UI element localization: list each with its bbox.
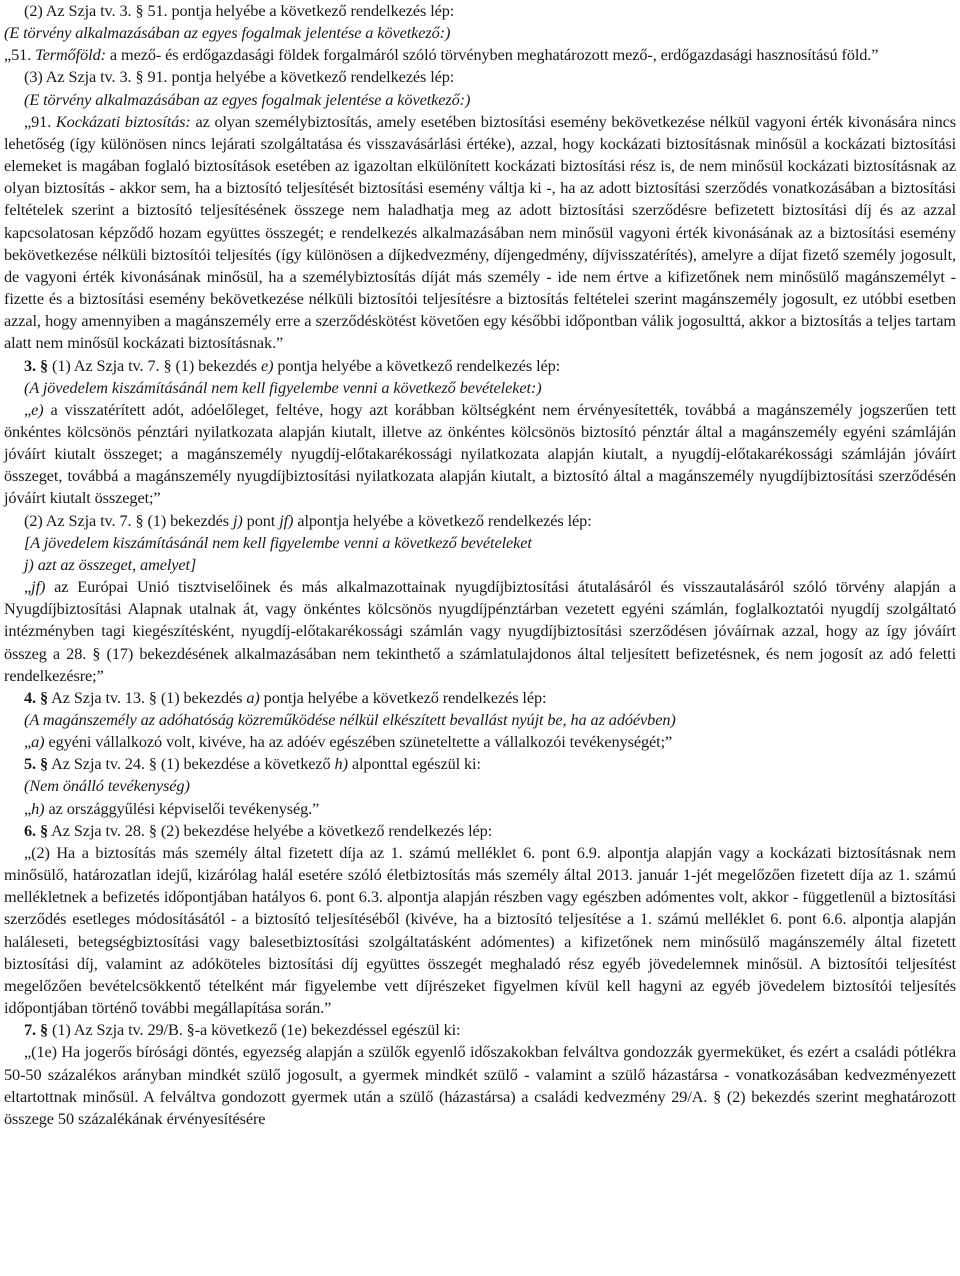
paragraph-text: jf) <box>279 510 294 530</box>
paragraph-text: a mező- és erdőgazdasági földek forgalmáról szóló törvényben meghatározott mező-, erdőgazdasági hasznosítású föld.” <box>105 45 879 65</box>
paragraph-text: (1) Az Szja tv. 7. § (1) bekezdés <box>48 355 261 375</box>
paragraph-text: Az Szja tv. 24. § (1) bekezdése a következő <box>48 754 335 774</box>
paragraph-p8 <box>4 377 956 399</box>
paragraph-text: a) <box>31 732 45 752</box>
paragraph-p14 <box>4 687 956 709</box>
paragraph-text: (Nem önálló tevékenység) <box>24 776 190 796</box>
paragraph-text: Kockázati biztosítás: <box>55 111 191 131</box>
paragraph-p23 <box>4 1041 956 1130</box>
paragraph-text: „51. <box>4 45 36 65</box>
paragraph-text: az olyan személybiztosítás, amely esetében biztosítási esemény bekövetkezése nélkül vagyoni érték kivonására nincs lehetőség (így különösen nincs lejárati szolgáltatása és visszavásárlási értéke), azzal, hogy kockázati biztosításnak minősül a kockázati biztosítási elemeket is magában foglaló biztosítások esetében az igazoltan elkülönített kockázati biztosítási rész is, de nem minősül kockázati biztosításnak az olyan biztosítás - akkor sem, ha a biztosító teljesítését biztosítási esemény váltja ki -, ha az adott biztosítási szerződés vonatkozásában a biztosítási feltételek szerint a biztosító teljesítésének összege nem haladhatja meg az adott biztosítási szerződésre befizetett biztosítási díj és az azzal kapcsolatosan képződő hozam együttes összegét; e rendelkezés alkalmazásában nem minősül vagyoni érték kivonásának az a biztosítási esemény bekövetkezése nélküli biztosítói teljesítés (így különösen a díjkedvezmény, díjengedmény, díjvisszatérítés), amelyre a díjat fizető személy jogosult, de vagyoni érték kivonásának minősül, ha a személybiztosítás díját más személy - ide nem értve a kifizetőnek nem minősülő magánszemélyt - fizette és a biztosítási esemény bekövetkezése nélküli biztosítói teljesítésre a biztosítás feltételei szerint magánszemély jogosult, ez utóbbi esetben azzal, hogy amennyiben a magánszemély erre a szerződéskötést követően egy későbbi időpontban válik jogosulttá, akkor a biztosítás a teljes tartam alatt nem minősül kockázati biztosításnak.” <box>4 111 956 353</box>
paragraph-text: „ <box>24 798 32 818</box>
paragraph-text: jf) <box>31 577 46 597</box>
paragraph-text: (2) Az Szja tv. 7. § (1) bekezdés <box>24 510 233 530</box>
paragraph-text: Termőföld: <box>35 45 106 65</box>
paragraph-text: „(2) Ha a biztosítás más személy által fizetett díja az 1. számú melléklet 6. pont 6.9. alpontja alapján vagy a kockázati biztosításnak nem minősülő, határozatlan idejű, kizárólag halál esetére szóló életbiztosítás más személy által 2013. január 1-jét megelőzően fizetett díja az 1. számú mellékletnek a befizetés időpontjában hatályos 6. pont 6.3. alpontja alapján részben vagy egészben adómentes volt, akkor - függetlenül a biztosítási szerződés esetleges módosításától - a biztosító teljesítéséből (kivéve, ha a biztosító teljesítése a 1. számú melléklet 6. pont 6.6. alpontja alapján haláleseti, betegségbiztosítási vagy balesetbiztosítási szolgáltatásként adómentes) a kifizetőnek nem minősülő magánszemély által fizetett biztosítási díj, valamint az adóköteles biztosítási díj együttes összegét meghaladó rész egyéb jövedelemnek minősül. A biztosítói teljesítést megelőzően bevételcsökkentő tételként már figyelembe vett díjrészeket figyelmen kívül kell hagyni az egyéb jövedelem biztosítói teljesítés időpontjában történő további megállapítása során.” <box>4 842 956 1018</box>
paragraph-p4 <box>4 66 956 88</box>
paragraph-p10 <box>4 510 956 532</box>
paragraph-p17 <box>4 753 956 775</box>
paragraph-text: [A jövedelem kiszámításánál nem kell figyelembe venni a következő bevételeket <box>24 532 532 552</box>
paragraph-text: (A magánszemély az adóhatóság közreműködése nélkül elkészített bevallást nyújt be, ha az adóévben) <box>24 710 676 729</box>
paragraph-text: Az Szja tv. 13. § (1) bekezdés <box>48 687 247 707</box>
paragraph-text: „ <box>24 732 32 752</box>
paragraph-text: (2) Az Szja tv. 3. § 51. pontja helyébe a következő rendelkezés lép: <box>24 1 455 20</box>
paragraph-p19 <box>4 798 956 820</box>
paragraph-text: „ <box>24 399 32 419</box>
paragraph-p6 <box>4 111 956 355</box>
paragraph-text: (3) Az Szja tv. 3. § 91. pontja helyébe a következő rendelkezés lép: <box>24 67 455 87</box>
paragraph-p20 <box>4 820 956 842</box>
paragraph-text: „ <box>24 577 32 597</box>
paragraph-text: (A jövedelem kiszámításánál nem kell figyelembe venni a következő bevételeket:) <box>24 377 542 397</box>
paragraph-text: egyéni vállalkozó volt, kivéve, ha az adóév egészében szüneteltette a vállalkozói tevékenységét;” <box>44 732 673 752</box>
paragraph-p7 <box>4 355 956 377</box>
paragraph-text: Az Szja tv. 28. § (2) bekezdése helyébe a következő rendelkezés lép: <box>48 820 493 840</box>
paragraph-p2 <box>4 22 956 44</box>
paragraph-text: 6. § <box>24 820 49 840</box>
paragraph-p16 <box>4 731 956 753</box>
paragraph-text: az Európai Unió tisztviselőinek és más alkalmazottainak nyugdíjbiztosítási átutalásáról és visszautalásáról szóló törvény alapján a Nyugdíjbiztosítási Alapnak utalnak át, vagy önkéntes kölcsönös nyugdíjpénztárban vezetett egyéni számlán, foglalkoztatói nyugdíj szolgáltató intézményben tagi kiegészítésként, nyugdíj-előtakarékossági számlán vagy nyugdíjbiztosítási szerződésen jóváírnak azzal, hogy az így jóváírt összeg a 28. § (17) bekezdésének alkalmazásában nem tekinthető a számlatulajdonos által teljesített befizetésnek, és nem jogosít az adó feletti rendelkezésre;” <box>4 577 956 685</box>
paragraph-p21 <box>4 842 956 1019</box>
paragraph-text: h) <box>31 798 45 818</box>
paragraph-text: (E törvény alkalmazásában az egyes fogalmak jelentése a következő:) <box>24 89 471 109</box>
paragraph-text: (E törvény alkalmazásában az egyes fogalmak jelentése a következő:) <box>4 23 451 43</box>
paragraph-text: j) azt az összeget, amelyet] <box>24 554 197 574</box>
paragraph-p1 <box>4 0 956 22</box>
paragraph-text: alponttal egészül ki: <box>347 754 481 774</box>
paragraph-text: az országgyűlési képviselői tevékenység.” <box>44 798 320 818</box>
paragraph-p3 <box>4 44 956 66</box>
paragraph-p22 <box>4 1019 956 1041</box>
paragraph-p18 <box>4 775 956 797</box>
paragraph-text: 4. § <box>24 687 49 707</box>
paragraph-text: h) <box>334 754 348 774</box>
paragraph-p13 <box>4 576 956 687</box>
paragraph-text: a visszatérített adót, adóelőleget, feltéve, hogy azt korábban költségként nem érvényesítették, továbbá a magánszemély jogszerűen tett önkéntes kölcsönös pénztári nyilatkozata alapján kiutalt, illetve az önkéntes kölcsönös biztosító pénztár által a magánszemély egyéni számláján jóváírt kiutalt összeget; a magánszemély nyugdíj-előtakarékossági nyilatkozata alapján kiutalt, a nyugdíj-előtakarékossági számláján jóváírt összeget, továbbá a magánszemély nyugdíjbiztosítási nyilatkozata alapján kiutalt, a biztosító által a magánszemély nyugdíjbiztosítási szerződésén jóváírt kiutalt összeget;” <box>4 399 956 508</box>
paragraph-text: 3. § <box>24 355 49 375</box>
paragraph-text: e) <box>31 399 44 419</box>
paragraph-text: „91. <box>24 111 56 131</box>
paragraph-text: e) <box>260 355 274 375</box>
paragraph-text: „(1e) Ha jogerős bírósági döntés, egyezség alapján a szülők egyenlő időszakokban felváltva gondozzák gyermeküket, és ezért a családi pótlékra 50-50 százalékos arányban mindkét szülő jogosult, a gyermek mindkét szülő - valamint a szülő házastársa - vonatkozásában kedvezményezett eltartottnak minősül. A felváltva gondozott gyermek után a szülő (házastársa) a családi kedvezmény 29/A. § (2) bekezdés szerint meghatározott összege 50 százalékának érvényesítésére <box>4 1042 956 1128</box>
paragraph-p11 <box>4 532 956 554</box>
paragraph-p9 <box>4 399 956 510</box>
paragraph-p15 <box>4 709 956 731</box>
document-body <box>4 0 956 1130</box>
paragraph-text: a) <box>246 687 260 707</box>
paragraph-text: pont <box>242 510 280 530</box>
paragraph-p5 <box>4 89 956 111</box>
paragraph-text: pontja helyébe a következő rendelkezés lép: <box>259 687 547 707</box>
paragraph-text: pontja helyébe a következő rendelkezés lép: <box>273 355 561 375</box>
paragraph-p12 <box>4 554 956 576</box>
paragraph-text: 7. § <box>24 1020 49 1040</box>
paragraph-text: alpontja helyébe a következő rendelkezés lép: <box>293 510 592 530</box>
paragraph-text: 5. § <box>24 754 49 774</box>
paragraph-text: j) <box>232 510 243 530</box>
paragraph-text: (1) Az Szja tv. 29/B. §-a következő (1e) bekezdéssel egészül ki: <box>48 1020 461 1040</box>
